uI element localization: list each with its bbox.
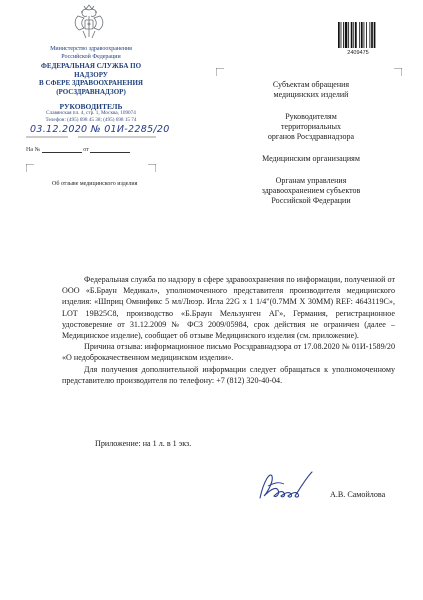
head-title: РУКОВОДИТЕЛЬ: [59, 102, 123, 111]
agency-name: ФЕДЕРАЛЬНАЯ СЛУЖБА ПО НАДЗОРУ В СФЕРЕ ЗДРАВООХРАНЕНИЯ (РОСЗДРАВНАДЗОР): [39, 62, 143, 96]
barcode-bar: [341, 22, 342, 48]
barcode-bar: [374, 22, 376, 48]
barcode-bar: [345, 22, 348, 48]
barcode-bar: [338, 22, 340, 48]
registration-underline: [26, 135, 156, 139]
body-paragraph: Для получения дополнительной информации следует обращаться к уполномоченному представителю производителя по телефону: +7 (812) 320-40-04.: [62, 364, 395, 385]
ref-number-blank: [42, 146, 82, 153]
letterhead: [26, 46, 156, 111]
barcode-bar: [351, 22, 353, 48]
recipient: Руководителям территориальных органов Росздравнадзора: [267, 112, 355, 141]
barcode-bar: [364, 22, 365, 48]
barcode-bar: [343, 22, 344, 48]
barcode-bar: [361, 22, 363, 48]
registration-date-number: 03.12.2020 № 01И-2285/20: [30, 124, 170, 135]
barcode-bar: [371, 22, 373, 48]
attachment-note: Приложение: на 1 л. в 1 экз.: [95, 439, 192, 448]
barcode-bar: [355, 22, 357, 48]
recipients-corner-right: [394, 68, 402, 76]
signer-name: А.В. Самойлова: [330, 490, 386, 499]
letter-subject: Об отзыве медицинского изделия: [52, 181, 138, 187]
barcode-bar: [366, 22, 367, 48]
barcode-bar: [369, 22, 370, 48]
ref-date-blank: [90, 146, 130, 153]
barcode-number: 2409475: [347, 50, 369, 56]
barcode: [338, 22, 378, 48]
recipient: Органам управления здравоохранением субъектов Российской Федерации: [261, 176, 361, 205]
reference-line: На № от: [26, 146, 130, 153]
body-paragraph: Федеральная служба по надзору в сфере здравоохранения по информации, полученной от ООО «Б.Браун Медикал», уполномоченного представителя производителя медицинского изделия: «Шприц Омнификс 5 мл/Люэр. Игла 22G x 1 1/4"(0.7ММ X 30ММ) REF: 4643119C», LOT 19B25C8, производство «Б.Браун Мельзунген АГ», Германия, регистрационное удостоверение от 31.12.2009 № ФСЗ 2009/05984, срок действия не ограничен (далее – Медицинское изделие), сообщает об отзыве Медицинского изделия (см. приложение).: [62, 275, 395, 341]
recipient: Субъектам обращения медицинских изделий: [272, 80, 350, 99]
recipients-list: [226, 80, 396, 218]
body-paragraph: Причина отзыва: информационное письмо Росздравнадзора от 17.08.2020 № 01И-1589/20 «О недоброкачественном медицинском изделии».: [62, 342, 395, 363]
agency-address: Славянская пл. 4, стр. 1, Москва, 109074 Телефон: (495) 698 45 38; (495) 698 15 74: [45, 110, 137, 123]
corner-mark-left: [26, 164, 34, 172]
barcode-bar: [359, 22, 360, 48]
barcode-bar: [348, 22, 349, 48]
letter-body: [62, 274, 395, 386]
corner-mark-right: [148, 164, 156, 172]
recipient: Медицинским организациям: [262, 154, 360, 163]
recipients-corner-left: [216, 68, 224, 76]
ministry-name: Министерство здравоохранения Российской Федерации: [50, 46, 132, 60]
barcode-bar: [353, 22, 354, 48]
coat-of-arms-emblem: [70, 4, 108, 44]
handwritten-signature: [250, 460, 330, 510]
